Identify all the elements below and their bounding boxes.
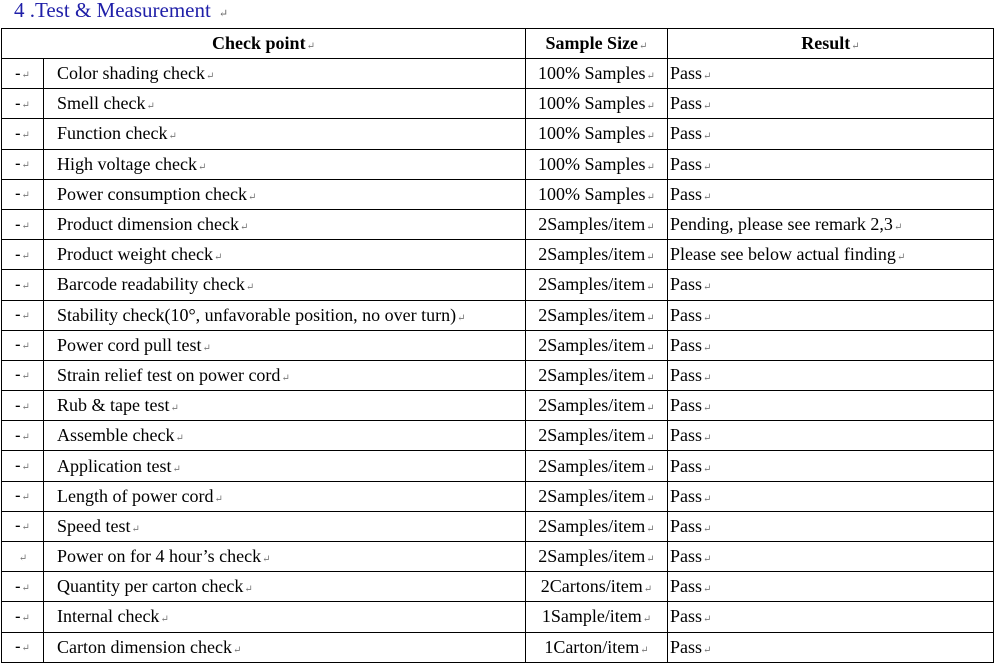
paragraph-mark-icon: ↵ — [703, 342, 712, 354]
paragraph-mark-icon: ↵ — [703, 644, 712, 656]
paragraph-mark-icon: ↵ — [646, 191, 655, 203]
result-cell — [668, 391, 994, 421]
result-cell — [668, 270, 994, 300]
sample-size-cell — [526, 209, 668, 239]
row-index — [2, 421, 44, 451]
paragraph-mark-icon: ↵ — [703, 433, 712, 445]
check-point-cell-text: Power consumption check — [57, 183, 247, 204]
row-index-text: - — [15, 517, 21, 535]
row-index-text: - — [15, 487, 21, 505]
paragraph-mark-icon: ↵ — [18, 552, 28, 564]
paragraph-mark-icon: ↵ — [646, 493, 655, 505]
row-index-text: - — [15, 336, 21, 354]
result-cell — [668, 119, 994, 149]
sample-size-cell-text: 100% Samples — [538, 93, 646, 114]
paragraph-mark-icon: ↵ — [703, 282, 712, 294]
check-point-cell — [44, 481, 526, 511]
paragraph-mark-icon: ↵ — [21, 190, 30, 202]
check-point-cell-text: Strain relief test on power cord — [57, 364, 281, 385]
paragraph-mark-icon: ↵ — [21, 160, 30, 172]
paragraph-mark-icon: ↵ — [646, 523, 655, 535]
check-point-cell-text: Rub & tape test — [57, 395, 170, 416]
check-point-cell-text: Carton dimension check — [57, 636, 232, 657]
result-cell-text: Pass — [670, 334, 703, 355]
sample-size-cell — [526, 300, 668, 330]
check-point-cell-text: Assemble check — [57, 425, 175, 446]
check-point-cell — [44, 270, 526, 300]
header-result — [668, 29, 994, 59]
table-row — [2, 330, 994, 360]
paragraph-mark-icon: ↵ — [21, 643, 30, 655]
sample-size-cell-text: 2Samples/item — [538, 515, 646, 536]
check-point-cell — [44, 542, 526, 572]
result-cell-text: Pass — [670, 93, 703, 114]
header-sample-size — [526, 29, 668, 59]
paragraph-mark-icon: ↵ — [646, 222, 655, 234]
sample-size-cell-text: 100% Samples — [538, 123, 646, 144]
header-check-point-label: Check point — [212, 33, 306, 53]
check-point-cell — [44, 59, 526, 89]
section-title — [14, 0, 228, 23]
paragraph-mark-icon: ↵ — [218, 8, 229, 20]
row-index-text: - — [15, 275, 21, 293]
result-cell-text: Please see below actual finding — [670, 244, 896, 265]
row-index-text: - — [15, 396, 21, 414]
result-cell-text: Pending, please see remark 2,3 — [670, 214, 893, 235]
paragraph-mark-icon: ↵ — [646, 252, 655, 264]
sample-size-cell-text: 100% Samples — [538, 153, 646, 174]
row-index — [2, 572, 44, 602]
paragraph-mark-icon: ↵ — [703, 312, 712, 324]
paragraph-mark-icon: ↵ — [703, 161, 712, 173]
sample-size-cell — [526, 149, 668, 179]
paragraph-mark-icon: ↵ — [21, 401, 30, 413]
result-cell-text: Pass — [670, 395, 703, 416]
paragraph-mark-icon: ↵ — [646, 71, 655, 83]
paragraph-mark-icon: ↵ — [646, 463, 655, 475]
result-cell — [668, 330, 994, 360]
table-row — [2, 511, 994, 541]
header-sample-size-label: Sample Size — [545, 33, 639, 53]
paragraph-mark-icon: ↵ — [306, 41, 315, 52]
sample-size-cell — [526, 59, 668, 89]
check-point-cell-text: Power cord pull test — [57, 334, 202, 355]
sample-size-cell — [526, 602, 668, 632]
paragraph-mark-icon: ↵ — [21, 492, 30, 504]
check-point-cell — [44, 602, 526, 632]
paragraph-mark-icon: ↵ — [703, 584, 712, 596]
paragraph-mark-icon: ↵ — [703, 191, 712, 203]
paragraph-mark-icon: ↵ — [646, 433, 655, 445]
result-cell-text: Pass — [670, 425, 703, 446]
sample-size-cell — [526, 451, 668, 481]
paragraph-mark-icon: ↵ — [21, 522, 30, 534]
row-index — [2, 59, 44, 89]
paragraph-mark-icon: ↵ — [639, 41, 648, 52]
table-row — [2, 89, 994, 119]
result-cell-text: Pass — [670, 304, 703, 325]
result-cell-text: Pass — [670, 606, 703, 627]
paragraph-mark-icon: ↵ — [646, 403, 655, 415]
result-cell-text: Pass — [670, 546, 703, 567]
sample-size-cell — [526, 89, 668, 119]
row-index-text: - — [15, 185, 21, 203]
row-index — [2, 511, 44, 541]
table-row — [2, 300, 994, 330]
check-point-cell-text: Product dimension check — [57, 214, 239, 235]
row-index — [2, 209, 44, 239]
paragraph-mark-icon: ↵ — [214, 493, 223, 505]
paragraph-mark-icon: ↵ — [245, 282, 255, 294]
sample-size-cell — [526, 511, 668, 541]
result-cell-text: Pass — [670, 183, 703, 204]
row-index — [2, 240, 44, 270]
sample-size-cell-text: 100% Samples — [538, 63, 646, 84]
table-row — [2, 421, 994, 451]
paragraph-mark-icon: ↵ — [646, 161, 655, 173]
table-row — [2, 572, 994, 602]
table-row — [2, 270, 994, 300]
paragraph-mark-icon: ↵ — [457, 312, 466, 324]
sample-size-cell — [526, 360, 668, 390]
paragraph-mark-icon: ↵ — [703, 131, 712, 143]
paragraph-mark-icon: ↵ — [21, 250, 30, 262]
result-cell — [668, 421, 994, 451]
sample-size-cell — [526, 421, 668, 451]
check-point-cell — [44, 451, 526, 481]
paragraph-mark-icon: ↵ — [160, 614, 169, 626]
check-point-cell — [44, 149, 526, 179]
result-cell-text: Pass — [670, 274, 703, 295]
paragraph-mark-icon: ↵ — [21, 99, 30, 111]
row-index-text: - — [15, 366, 21, 384]
paragraph-mark-icon: ↵ — [851, 41, 860, 52]
check-point-cell — [44, 209, 526, 239]
row-index — [2, 270, 44, 300]
sample-size-cell-text: 2Samples/item — [538, 485, 646, 506]
result-cell — [668, 451, 994, 481]
check-point-cell — [44, 391, 526, 421]
table-row — [2, 59, 994, 89]
row-index-text: - — [15, 155, 21, 173]
row-index-text: - — [15, 607, 21, 625]
result-cell — [668, 572, 994, 602]
row-index-text: - — [15, 306, 21, 324]
paragraph-mark-icon: ↵ — [21, 612, 30, 624]
row-index — [2, 119, 44, 149]
paragraph-mark-icon: ↵ — [646, 131, 655, 143]
table-row — [2, 119, 994, 149]
sample-size-cell — [526, 632, 668, 662]
check-point-cell-text: Length of power cord — [57, 485, 214, 506]
paragraph-mark-icon: ↵ — [247, 191, 257, 203]
paragraph-mark-icon: ↵ — [175, 433, 184, 445]
result-cell — [668, 89, 994, 119]
sample-size-cell — [526, 572, 668, 602]
paragraph-mark-icon: ↵ — [213, 252, 223, 264]
check-point-cell-text: Smell check — [57, 93, 146, 114]
paragraph-mark-icon: ↵ — [21, 341, 30, 353]
result-cell-text: Pass — [670, 63, 703, 84]
result-cell-text: Pass — [670, 455, 703, 476]
sample-size-cell-text: 2Samples/item — [538, 546, 646, 567]
result-cell-text: Pass — [670, 485, 703, 506]
paragraph-mark-icon: ↵ — [281, 372, 290, 384]
row-index — [2, 602, 44, 632]
check-point-cell — [44, 572, 526, 602]
sample-size-cell-text: 2Samples/item — [538, 214, 646, 235]
paragraph-mark-icon: ↵ — [21, 280, 30, 292]
row-index-text: - — [15, 124, 21, 142]
sample-size-cell-text: 100% Samples — [538, 183, 646, 204]
check-point-cell — [44, 179, 526, 209]
table-row — [2, 451, 994, 481]
table-row — [2, 632, 994, 662]
table-row — [2, 209, 994, 239]
result-cell — [668, 240, 994, 270]
sample-size-cell-text: 2Cartons/item — [540, 576, 643, 597]
check-point-cell-text: Speed test — [57, 515, 131, 536]
table-header-row — [2, 29, 994, 59]
check-point-cell-text: Stability check(10°, unfavorable position, no over turn) — [57, 304, 457, 325]
row-index — [2, 360, 44, 390]
check-point-cell — [44, 300, 526, 330]
check-point-cell-text: Power on for 4 hour’s check — [57, 546, 262, 567]
result-cell — [668, 481, 994, 511]
result-cell-text: Pass — [670, 153, 703, 174]
header-result-label: Result — [801, 33, 851, 53]
paragraph-mark-icon: ↵ — [146, 101, 155, 113]
paragraph-mark-icon: ↵ — [21, 431, 30, 443]
row-index — [2, 451, 44, 481]
paragraph-mark-icon: ↵ — [703, 614, 712, 626]
sample-size-cell — [526, 119, 668, 149]
paragraph-mark-icon: ↵ — [197, 161, 207, 173]
paragraph-mark-icon: ↵ — [646, 312, 655, 324]
result-cell — [668, 209, 994, 239]
check-point-cell-text: High voltage check — [57, 153, 197, 174]
result-cell — [668, 542, 994, 572]
paragraph-mark-icon: ↵ — [703, 372, 712, 384]
sample-size-cell-text: 2Samples/item — [538, 304, 646, 325]
check-point-cell — [44, 511, 526, 541]
result-cell — [668, 149, 994, 179]
sample-size-cell-text: 2Samples/item — [538, 425, 646, 446]
result-cell — [668, 300, 994, 330]
check-point-cell-text: Application test — [57, 455, 172, 476]
table-row — [2, 240, 994, 270]
paragraph-mark-icon: ↵ — [643, 584, 653, 596]
result-cell — [668, 602, 994, 632]
paragraph-mark-icon: ↵ — [893, 222, 903, 234]
check-point-cell-text: Product weight check — [57, 244, 213, 265]
paragraph-mark-icon: ↵ — [646, 372, 655, 384]
paragraph-mark-icon: ↵ — [21, 371, 30, 383]
sample-size-cell-text: 2Samples/item — [538, 334, 646, 355]
paragraph-mark-icon: ↵ — [646, 282, 655, 294]
paragraph-mark-icon: ↵ — [21, 129, 30, 141]
paragraph-mark-icon: ↵ — [131, 523, 140, 535]
table-row — [2, 481, 994, 511]
row-index-text: - — [15, 457, 21, 475]
paragraph-mark-icon: ↵ — [703, 403, 712, 415]
check-point-cell-text: Barcode readability check — [57, 274, 245, 295]
paragraph-mark-icon: ↵ — [703, 71, 712, 83]
row-index-text: - — [15, 426, 21, 444]
paragraph-mark-icon: ↵ — [646, 101, 655, 113]
result-cell-text: Pass — [670, 636, 703, 657]
table-row — [2, 179, 994, 209]
result-cell — [668, 179, 994, 209]
paragraph-mark-icon: ↵ — [646, 342, 655, 354]
table-row — [2, 602, 994, 632]
row-index — [2, 481, 44, 511]
sample-size-cell-text: 1Carton/item — [544, 636, 640, 657]
paragraph-mark-icon: ↵ — [262, 554, 271, 566]
paragraph-mark-icon: ↵ — [646, 554, 655, 566]
sample-size-cell-text: 2Samples/item — [538, 244, 646, 265]
row-index — [2, 542, 44, 572]
paragraph-mark-icon: ↵ — [21, 69, 30, 81]
row-index — [2, 179, 44, 209]
result-cell-text: Pass — [670, 515, 703, 536]
paragraph-mark-icon: ↵ — [21, 582, 30, 594]
sample-size-cell — [526, 542, 668, 572]
check-point-cell — [44, 119, 526, 149]
table-row — [2, 360, 994, 390]
result-cell — [668, 511, 994, 541]
paragraph-mark-icon: ↵ — [21, 311, 30, 323]
check-point-cell-text: Function check — [57, 123, 168, 144]
paragraph-mark-icon: ↵ — [202, 342, 211, 354]
row-index — [2, 632, 44, 662]
row-index-text: - — [15, 245, 21, 263]
paragraph-mark-icon: ↵ — [703, 101, 712, 113]
paragraph-mark-icon: ↵ — [896, 252, 906, 264]
result-cell-text: Pass — [670, 576, 703, 597]
paragraph-mark-icon: ↵ — [21, 462, 30, 474]
sample-size-cell-text: 2Samples/item — [538, 364, 646, 385]
sample-size-cell-text: 2Samples/item — [538, 395, 646, 416]
sample-size-cell-text: 2Samples/item — [538, 455, 646, 476]
row-index — [2, 89, 44, 119]
paragraph-mark-icon: ↵ — [239, 222, 249, 234]
row-index-text: - — [15, 94, 21, 112]
paragraph-mark-icon: ↵ — [703, 493, 712, 505]
row-index-text: - — [15, 215, 21, 233]
result-cell — [668, 360, 994, 390]
section-title-text: 4 .Test & Measurement — [14, 0, 211, 22]
check-point-cell-text: Quantity per carton check — [57, 576, 244, 597]
check-point-cell — [44, 240, 526, 270]
row-index — [2, 330, 44, 360]
paragraph-mark-icon: ↵ — [172, 463, 181, 475]
result-cell-text: Pass — [670, 364, 703, 385]
row-index-text: - — [15, 638, 21, 656]
result-cell — [668, 59, 994, 89]
sample-size-cell — [526, 391, 668, 421]
check-point-cell — [44, 89, 526, 119]
header-check-point — [2, 29, 526, 59]
paragraph-mark-icon: ↵ — [21, 220, 30, 232]
sample-size-cell — [526, 330, 668, 360]
check-point-cell — [44, 632, 526, 662]
test-measurement-table — [1, 28, 994, 663]
result-cell-text: Pass — [670, 123, 703, 144]
table-row — [2, 542, 994, 572]
paragraph-mark-icon: ↵ — [170, 403, 179, 415]
check-point-cell — [44, 360, 526, 390]
sample-size-cell — [526, 179, 668, 209]
paragraph-mark-icon: ↵ — [244, 584, 253, 596]
result-cell — [668, 632, 994, 662]
check-point-cell-text: Color shading check — [57, 63, 205, 84]
row-index-text: - — [15, 64, 21, 82]
paragraph-mark-icon: ↵ — [205, 71, 215, 83]
row-index — [2, 300, 44, 330]
paragraph-mark-icon: ↵ — [168, 131, 177, 143]
sample-size-cell — [526, 240, 668, 270]
sample-size-cell-text: 1Sample/item — [541, 606, 642, 627]
check-point-cell — [44, 421, 526, 451]
sample-size-cell-text: 2Samples/item — [538, 274, 646, 295]
row-index-text: - — [15, 577, 21, 595]
table-row — [2, 149, 994, 179]
row-index — [2, 391, 44, 421]
sample-size-cell — [526, 481, 668, 511]
paragraph-mark-icon: ↵ — [703, 523, 712, 535]
row-index — [2, 149, 44, 179]
check-point-cell-text: Internal check — [57, 606, 160, 627]
check-point-cell — [44, 330, 526, 360]
section-title-row — [0, 0, 997, 28]
paragraph-mark-icon: ↵ — [703, 463, 712, 475]
table-row — [2, 391, 994, 421]
paragraph-mark-icon: ↵ — [232, 644, 242, 656]
paragraph-mark-icon: ↵ — [642, 614, 652, 626]
paragraph-mark-icon: ↵ — [640, 644, 649, 656]
paragraph-mark-icon: ↵ — [703, 554, 712, 566]
sample-size-cell — [526, 270, 668, 300]
